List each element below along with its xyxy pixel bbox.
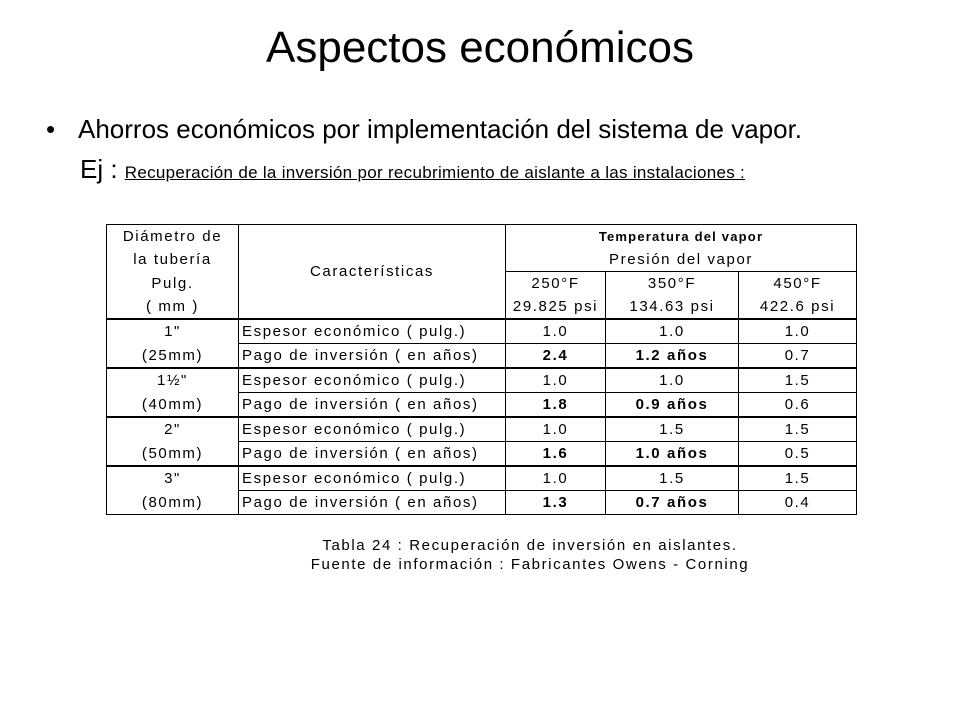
header-temperature: 250°F (506, 272, 606, 296)
bullet-text: Ahorros económicos por implementación del sistema de vapor. (78, 114, 803, 144)
diameter-mm: (40mm) (107, 393, 239, 418)
row-label: Pago de inversión ( en años) (239, 393, 506, 418)
header-diameter-line: Pulg. (107, 272, 239, 296)
header-diameter-line: ( mm ) (107, 295, 239, 319)
row-label: Espesor económico ( pulg.) (239, 319, 506, 344)
header-pressure: 422.6 psi (739, 295, 857, 319)
table-row (107, 417, 857, 442)
insulation-payback-table (106, 224, 857, 515)
header-pressure: 29.825 psi (506, 295, 606, 319)
diameter-mm: (80mm) (107, 491, 239, 515)
bullet-item (46, 112, 802, 146)
header-diameter-line: la tubería (107, 248, 239, 272)
diameter-inches: 1½" (107, 368, 239, 393)
page-title: Aspectos económicos (266, 23, 694, 72)
table-row (107, 368, 857, 393)
header-characteristics: Características (239, 225, 506, 320)
table-cell: 1.5 (606, 417, 739, 442)
table-cell: 2.4 (506, 344, 606, 369)
header-diameter-line: Diámetro de (107, 225, 239, 249)
row-label: Pago de inversión ( en años) (239, 491, 506, 515)
table-row (107, 442, 857, 467)
table-cell: 1.8 (506, 393, 606, 418)
table-row (107, 319, 857, 344)
table-row (107, 393, 857, 418)
table-cell: 1.2 años (606, 344, 739, 369)
header-pressure-label: Presión del vapor (506, 248, 857, 272)
table-row (107, 344, 857, 369)
table-cell: 0.7 (739, 344, 857, 369)
example-text: Recuperación de la inversión por recubrimiento de aislante a las instalaciones : (124, 163, 746, 182)
table-caption (250, 536, 810, 574)
table-cell: 1.0 (506, 319, 606, 344)
table-cell: 1.0 (606, 319, 739, 344)
table-cell: 0.5 (739, 442, 857, 467)
table-cell: 1.0 (606, 368, 739, 393)
row-label: Espesor económico ( pulg.) (239, 417, 506, 442)
row-label: Espesor económico ( pulg.) (239, 466, 506, 491)
table-cell: 1.3 (506, 491, 606, 515)
diameter-mm: (50mm) (107, 442, 239, 467)
table-cell: 1.5 (739, 368, 857, 393)
header-pressure: 134.63 psi (606, 295, 739, 319)
table-cell: 1.5 (606, 466, 739, 491)
bullet-icon: • (46, 114, 56, 144)
header-temperature: 350°F (606, 272, 739, 296)
example-prefix: Ej : (80, 154, 125, 184)
row-label: Espesor económico ( pulg.) (239, 368, 506, 393)
table-cell: 0.4 (739, 491, 857, 515)
caption-source: Fuente de información : Fabricantes Owens - Corning (310, 556, 750, 573)
example-line (80, 152, 745, 191)
header-temperature-label: Temperatura del vapor (506, 225, 857, 249)
table-cell: 1.0 (506, 417, 606, 442)
table-cell: 1.5 (739, 466, 857, 491)
table-cell: 0.6 (739, 393, 857, 418)
table-cell: 1.0 (506, 368, 606, 393)
diameter-inches: 1" (107, 319, 239, 344)
table-row (107, 491, 857, 515)
diameter-mm: (25mm) (107, 344, 239, 369)
row-label: Pago de inversión ( en años) (239, 442, 506, 467)
header-row (107, 225, 857, 249)
table-cell: 0.7 años (606, 491, 739, 515)
diameter-inches: 2" (107, 417, 239, 442)
caption-line: Tabla 24 : Recuperación de inversión en aislantes. (322, 537, 738, 554)
row-label: Pago de inversión ( en años) (239, 344, 506, 369)
table-cell: 1.6 (506, 442, 606, 467)
diameter-inches: 3" (107, 466, 239, 491)
table-cell: 1.0 (506, 466, 606, 491)
table-cell: 0.9 años (606, 393, 739, 418)
header-temperature: 450°F (739, 272, 857, 296)
table-cell: 1.0 (739, 319, 857, 344)
table-row (107, 466, 857, 491)
table-cell: 1.5 (739, 417, 857, 442)
table-cell: 1.0 años (606, 442, 739, 467)
